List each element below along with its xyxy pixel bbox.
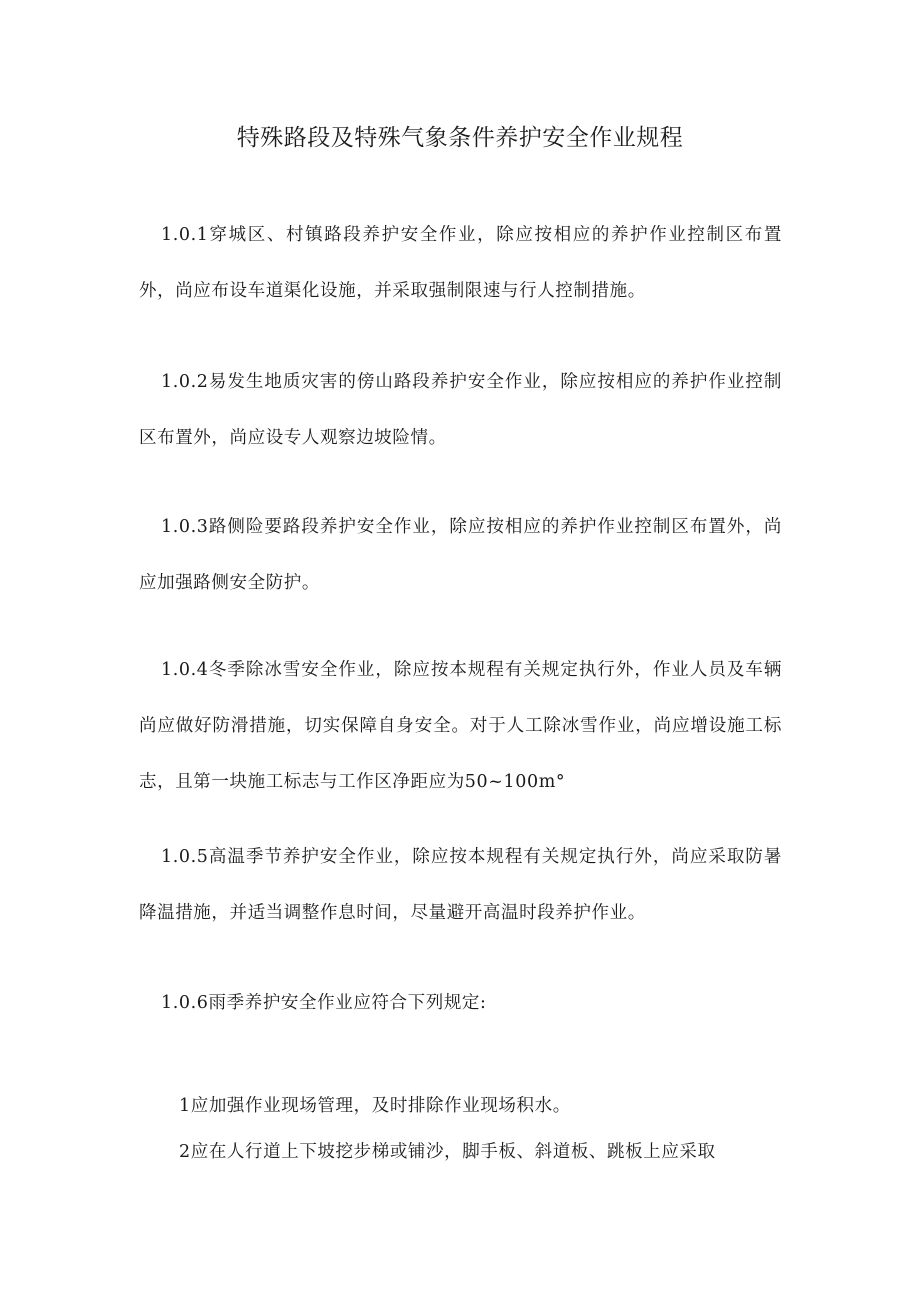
- clause-1-0-2: 1.0.2易发生地质灾害的傍山路段养护安全作业，除应按相应的养护作业控制区布置外，尚应设专人观察边坡险情。: [139, 372, 782, 448]
- rule-item-1: 1应加强作业现场管理，及时排除作业现场积水。: [179, 1096, 571, 1116]
- clause-1-0-1: 1.0.1穿城区、村镇路段养护安全作业，除应按相应的养护作业控制区布置外，尚应布设车道渠化设施，并采取强制限速与行人控制措施。: [139, 225, 782, 301]
- clause-1-0-6: 1.0.6雨季养护安全作业应符合下列规定:: [161, 993, 487, 1013]
- clause-1-0-3: 1.0.3路侧险要路段养护安全作业，除应按相应的养护作业控制区布置外，尚应加强路侧安全防护。: [139, 517, 782, 593]
- clause-1-0-4: 1.0.4冬季除冰雪安全作业，除应按本规程有关规定执行外，作业人员及车辆尚应做好防滑措施，切实保障自身安全。对于人工除冰雪作业，尚应增设施工标志，且第一块施工标志与工作区净距应为50~100m°: [139, 660, 782, 792]
- rule-item-2: 2应在人行道上下坡挖步梯或铺沙，脚手板、斜道板、跳板上应采取: [179, 1142, 716, 1162]
- clause-1-0-5: 1.0.5高温季节养护安全作业，除应按本规程有关规定执行外，尚应采取防暑降温措施，并适当调整作息时间，尽量避开高温时段养护作业。: [139, 847, 782, 923]
- document-title: 特殊路段及特殊气象条件养护安全作业规程: [236, 125, 684, 151]
